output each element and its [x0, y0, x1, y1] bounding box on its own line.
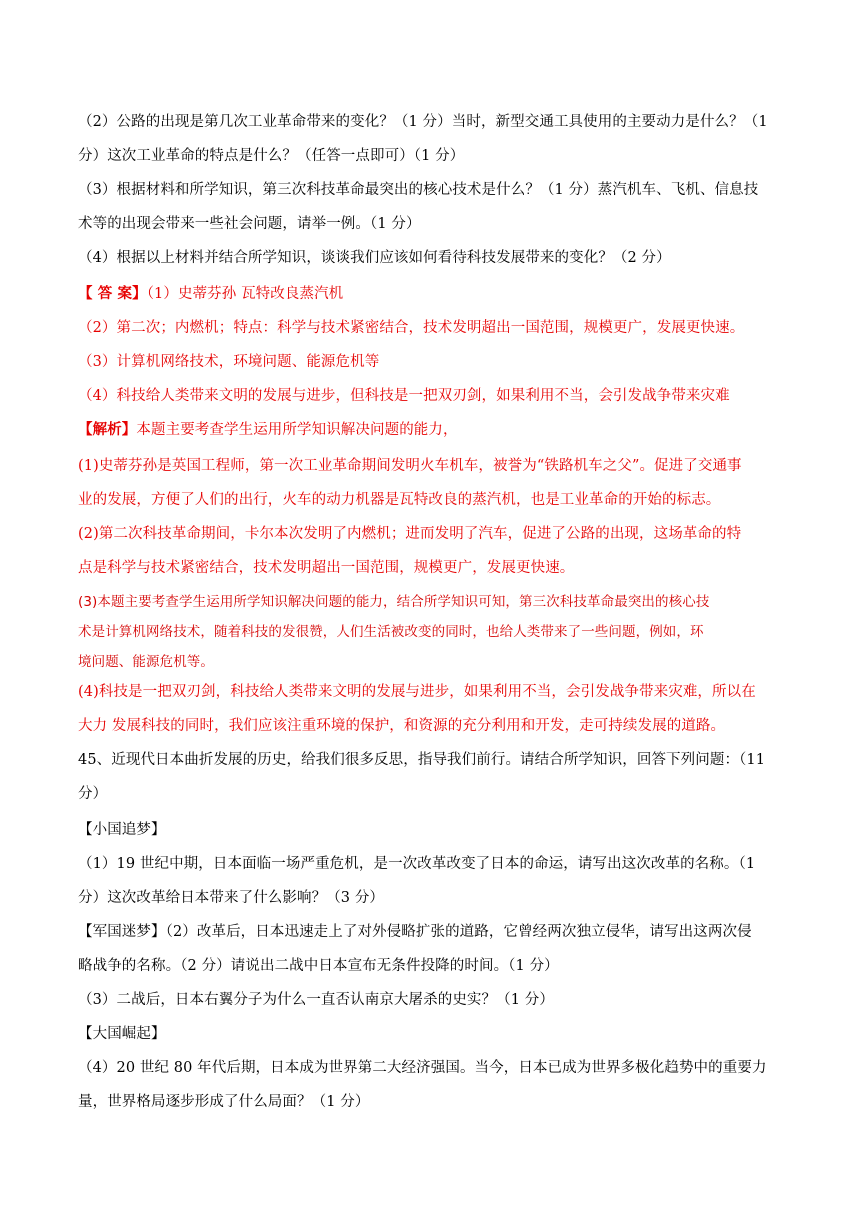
- section-heading-2: 【军国迷梦】: [78, 924, 166, 940]
- section-heading-3: 【大国崛起】: [78, 1026, 166, 1042]
- answer-4: （4）科技给人类带来文明的发展与进步，但科技是一把双刃剑，如果利用不当，会引发战争带来灾难: [78, 388, 730, 404]
- question-2-line-2: 分）这次工业革命的特点是什么？（任答一点即可）（1 分）: [78, 148, 465, 164]
- question-45-1-line-1: （1）19 世纪中期，日本面临一场严重危机，是一次改革改变了日本的命运，请写出这次改革的名称。（1: [78, 856, 756, 872]
- analysis-label: 【解析】: [78, 421, 137, 438]
- analysis-3-line-1: (3)本题主要考查学生运用所学知识解决问题的能力，结合所学知识可知，第三次科技革命最突出的核心技: [78, 594, 710, 610]
- question-45-4-line-2: 量，世界格局逐步形成了什么局面？（1 分）: [78, 1094, 370, 1110]
- question-45-line-1: 45、近现代日本曲折发展的历史，给我们很多反思，指导我们前行。请结合所学知识，回答下列问题：（11: [78, 752, 766, 768]
- question-45-line-2: 分）: [78, 786, 108, 802]
- analysis-line: [78, 420, 788, 440]
- answer-3: （3）计算机网络技术，环境问题、能源危机等: [78, 354, 380, 370]
- analysis-2-line-1: (2)第二次科技革命期间，卡尔本次发明了内燃机；进而发明了汽车，促进了公路的出现，这场革命的特: [78, 526, 742, 542]
- analysis-intro: 本题主要考查学生运用所学知识解决问题的能力，: [136, 422, 458, 438]
- question-3-line-2: 术等的出现会带来一些社会问题，请举一例。（1 分）: [78, 216, 421, 232]
- analysis-4-line-2: 大力 发展科技的同时，我们应该注重环境的保护，和资源的充分利用和开发，走可持续发展的道路。: [78, 718, 726, 734]
- question-2-line-1: （2）公路的出现是第几次工业革命带来的变化？（1 分）当时，新型交通工具使用的主要动力是什么？（1: [78, 114, 768, 130]
- question-45-4-line-1: （4）20 世纪 80 年代后期，日本成为世界第二大经济强国。当今，日本已成为世界多极化趋势中的重要力: [78, 1060, 767, 1076]
- answer-line-1: [78, 284, 788, 304]
- analysis-3-line-3: 境问题、能源危机等。: [78, 654, 214, 670]
- answer-label: 【 答 案】: [78, 285, 147, 302]
- analysis-2-line-2: 点是科学与技术紧密结合，技术发明超出一国范围，规模更广，发展更快速。: [78, 560, 575, 576]
- analysis-1-line-2: 业的发展，方便了人们的出行，火车的动力机器是瓦特改良的蒸汽机，也是工业革命的开始的标志。: [78, 492, 721, 508]
- answer-2: （2）第二次；内燃机；特点：科学与技术紧密结合，技术发明超出一国范围，规模更广，发展更快速。: [78, 320, 745, 336]
- question-4: （4）根据以上材料并结合所学知识，谈谈我们应该如何看待科技发展带来的变化？（2 分）: [78, 250, 671, 266]
- question-45-2-line-2: 略战争的名称。（2 分）请说出二战中日本宣布无条件投降的时间。（1 分）: [78, 958, 559, 974]
- section-heading-1: 【小国追梦】: [78, 822, 166, 838]
- question-45-2-text: （2）改革后，日本迅速走上了对外侵略扩张的道路，它曾经两次独立侵华，请写出这两次侵: [165, 924, 752, 940]
- question-45-2-line-1: [78, 922, 788, 942]
- analysis-4-line-1: (4)科技是一把双刃剑，科技给人类带来文明的发展与进步，如果利用不当，会引发战争带来灾难，所以在: [78, 684, 756, 700]
- analysis-3-line-2: 术是计算机网络技术，随着科技的发很赞，人们生活被改变的同时，也给人类带来了一些问题，例如，环: [78, 624, 704, 640]
- question-45-3: （3）二战后，日本右翼分子为什么一直否认南京大屠杀的史实？（1 分）: [78, 992, 554, 1008]
- answer-1: （1）史蒂芬孙 瓦特改良蒸汽机: [146, 286, 344, 302]
- analysis-1-line-1: (1)史蒂芬孙是英国工程师，第一次工业革命期间发明火车机车，被誉为“铁路机车之父”。促进了交通事: [78, 458, 742, 474]
- question-3-line-1: （3）根据材料和所学知识，第三次科技革命最突出的核心技术是什么？（1 分）蒸汽机车、飞机、信息技: [78, 182, 759, 198]
- question-45-1-line-2: 分）这次改革给日本带来了什么影响？（3 分）: [78, 890, 385, 906]
